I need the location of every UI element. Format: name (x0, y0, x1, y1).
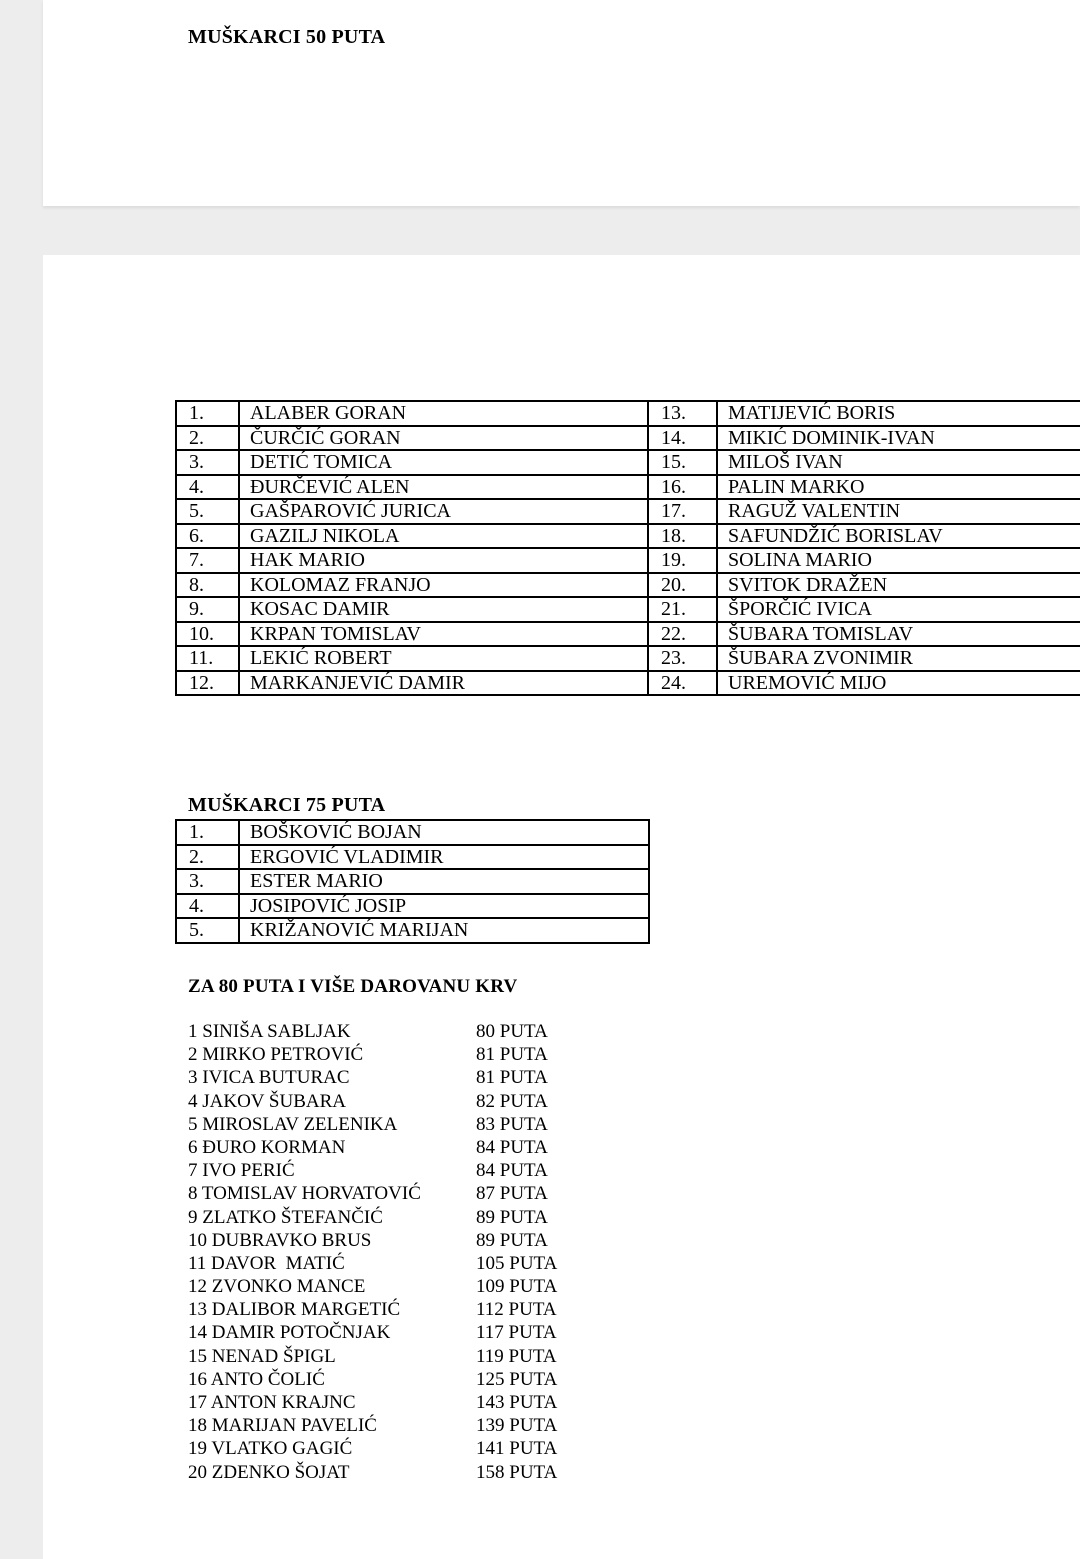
row-number: 8. (176, 573, 239, 598)
donation-count: 109 PUTA (476, 1276, 558, 1298)
donor-name: 9 ZLATKO ŠTEFANČIĆ (188, 1206, 383, 1228)
donor-name: ERGOVIĆ VLADIMIR (239, 845, 649, 870)
donor-name: SVITOK DRAŽEN (717, 573, 1080, 598)
donor-name: 3 IVICA BUTURAC (188, 1067, 350, 1089)
row-number: 13. (648, 401, 717, 426)
donor-name: 8 TOMISLAV HORVATOVIĆ (188, 1183, 421, 1205)
donor-name: 14 DAMIR POTOČNJAK (188, 1322, 391, 1344)
donor-name: DETIĆ TOMICA (239, 450, 648, 475)
donor-name: HAK MARIO (239, 548, 648, 573)
donation-count: 84 PUTA (476, 1160, 548, 1182)
donor-name: 18 MARIJAN PAVELIĆ (188, 1415, 377, 1437)
donor-name: KRIŽANOVIĆ MARIJAN (239, 918, 649, 943)
donation-count: 139 PUTA (476, 1415, 558, 1437)
donor-name: MARKANJEVIĆ DAMIR (239, 671, 648, 696)
donation-count: 89 PUTA (476, 1206, 548, 1228)
donor-name: GAŠPAROVIĆ JURICA (239, 499, 648, 524)
donor-name: PALIN MARKO (717, 475, 1080, 500)
heading-50-puta: MUŠKARCI 50 PUTA (188, 26, 386, 48)
row-number: 9. (176, 597, 239, 622)
table-row (176, 450, 1080, 475)
table-row (176, 918, 649, 943)
donation-count: 84 PUTA (476, 1136, 548, 1158)
donation-count: 117 PUTA (476, 1322, 557, 1344)
donor-name: KOLOMAZ FRANJO (239, 573, 648, 598)
row-number: 4. (176, 894, 239, 919)
donation-count: 143 PUTA (476, 1392, 558, 1413)
donor-name: SAFUNDŽIĆ BORISLAV (717, 524, 1080, 549)
donation-count: 119 PUTA (476, 1345, 557, 1367)
donation-count: 83 PUTA (476, 1113, 548, 1135)
row-number: 20. (648, 573, 717, 598)
row-number: 23. (648, 646, 717, 671)
donor-name: GAZILJ NIKOLA (239, 524, 648, 549)
row-number: 5. (176, 499, 239, 524)
donor-name: 16 ANTO ČOLIĆ (188, 1368, 325, 1390)
table-row (176, 499, 1080, 524)
row-number: 10. (176, 622, 239, 647)
donor-name: 5 MIROSLAV ZELENIKA (188, 1113, 398, 1135)
donor-name: KOSAC DAMIR (239, 597, 648, 622)
table-row (176, 597, 1080, 622)
row-number: 16. (648, 475, 717, 500)
table-row (176, 524, 1080, 549)
donor-name: KRPAN TOMISLAV (239, 622, 648, 647)
table-75-puta (175, 819, 650, 944)
row-number: 2. (176, 845, 239, 870)
table-row (176, 401, 1080, 426)
donation-count: 158 PUTA (476, 1461, 558, 1483)
row-number: 6. (176, 524, 239, 549)
row-number: 11. (176, 646, 239, 671)
donor-name: ĐURČEVIĆ ALEN (239, 475, 648, 500)
donor-name: UREMOVIĆ MIJO (717, 671, 1080, 696)
donor-name: 13 DALIBOR MARGETIĆ (188, 1299, 401, 1321)
row-number: 19. (648, 548, 717, 573)
donation-count: 125 PUTA (476, 1368, 558, 1390)
donation-count: 82 PUTA (476, 1090, 548, 1112)
donation-count: 87 PUTA (476, 1183, 548, 1205)
donor-name: 15 NENAD ŠPIGL (188, 1345, 336, 1367)
donation-count: 81 PUTA (476, 1067, 548, 1089)
row-number: 3. (176, 869, 239, 894)
donation-count: 89 PUTA (476, 1229, 548, 1251)
table-50-puta (175, 400, 1080, 696)
donor-name: 19 VLATKO GAGIĆ (188, 1438, 353, 1460)
row-number: 18. (648, 524, 717, 549)
heading-75-puta: MUŠKARCI 75 PUTA (188, 794, 386, 816)
donor-name: MILOŠ IVAN (717, 450, 1080, 475)
table-row (176, 573, 1080, 598)
donation-count: 80 PUTA (476, 1021, 548, 1042)
donor-name: ESTER MARIO (239, 869, 649, 894)
table-row (176, 869, 649, 894)
donation-count: 81 PUTA (476, 1044, 548, 1066)
row-number: 1. (176, 401, 239, 426)
donor-name: 20 ZDENKO ŠOJAT (188, 1461, 350, 1483)
row-number: 24. (648, 671, 717, 696)
document-page-1 (43, 0, 1080, 206)
row-number: 21. (648, 597, 717, 622)
table-row (176, 548, 1080, 573)
donation-count: 105 PUTA (476, 1252, 558, 1274)
donor-name: JOSIPOVIĆ JOSIP (239, 894, 649, 919)
donor-name: 11 DAVOR MATIĆ (188, 1252, 345, 1274)
donor-name: ALABER GORAN (239, 401, 648, 426)
row-number: 5. (176, 918, 239, 943)
donor-name: ŠPORČIĆ IVICA (717, 597, 1080, 622)
row-number: 17. (648, 499, 717, 524)
table-row (176, 475, 1080, 500)
donor-name: RAGUŽ VALENTIN (717, 499, 1080, 524)
table-row (176, 820, 649, 845)
donor-name: 4 JAKOV ŠUBARA (188, 1090, 347, 1112)
row-number: 2. (176, 426, 239, 451)
table-row (176, 894, 649, 919)
donor-name: MATIJEVIĆ BORIS (717, 401, 1080, 426)
donor-name: MIKIĆ DOMINIK-IVAN (717, 426, 1080, 451)
table-row (176, 845, 649, 870)
row-number: 15. (648, 450, 717, 475)
donor-name: 1 SINIŠA SABLJAK (188, 1021, 351, 1042)
donor-name: 10 DUBRAVKO BRUS (188, 1229, 372, 1251)
row-number: 22. (648, 622, 717, 647)
donor-name: LEKIĆ ROBERT (239, 646, 648, 671)
table-row (176, 671, 1080, 696)
row-number: 12. (176, 671, 239, 696)
table-row (176, 622, 1080, 647)
row-number: 7. (176, 548, 239, 573)
table-row (176, 426, 1080, 451)
donor-name: SOLINA MARIO (717, 548, 1080, 573)
donor-name: 7 IVO PERIĆ (188, 1160, 295, 1182)
row-number: 14. (648, 426, 717, 451)
donor-name: ŠUBARA TOMISLAV (717, 622, 1080, 647)
donation-count: 141 PUTA (476, 1438, 558, 1460)
row-number: 3. (176, 450, 239, 475)
donor-name: ŠUBARA ZVONIMIR (717, 646, 1080, 671)
donor-name: 17 ANTON KRAJNC (188, 1392, 356, 1413)
donor-name: 12 ZVONKO MANCE (188, 1276, 366, 1298)
heading-80-puta: ZA 80 PUTA I VIŠE DAROVANU KRV (188, 976, 518, 997)
donation-count: 112 PUTA (476, 1299, 557, 1321)
row-number: 1. (176, 820, 239, 845)
donor-name: 2 MIRKO PETROVIĆ (188, 1044, 364, 1066)
document-page-2 (43, 255, 1080, 1559)
donor-name: ČURČIĆ GORAN (239, 426, 648, 451)
donor-name: BOŠKOVIĆ BOJAN (239, 820, 649, 845)
table-row (176, 646, 1080, 671)
row-number: 4. (176, 475, 239, 500)
donor-name: 6 ĐURO KORMAN (188, 1136, 346, 1158)
